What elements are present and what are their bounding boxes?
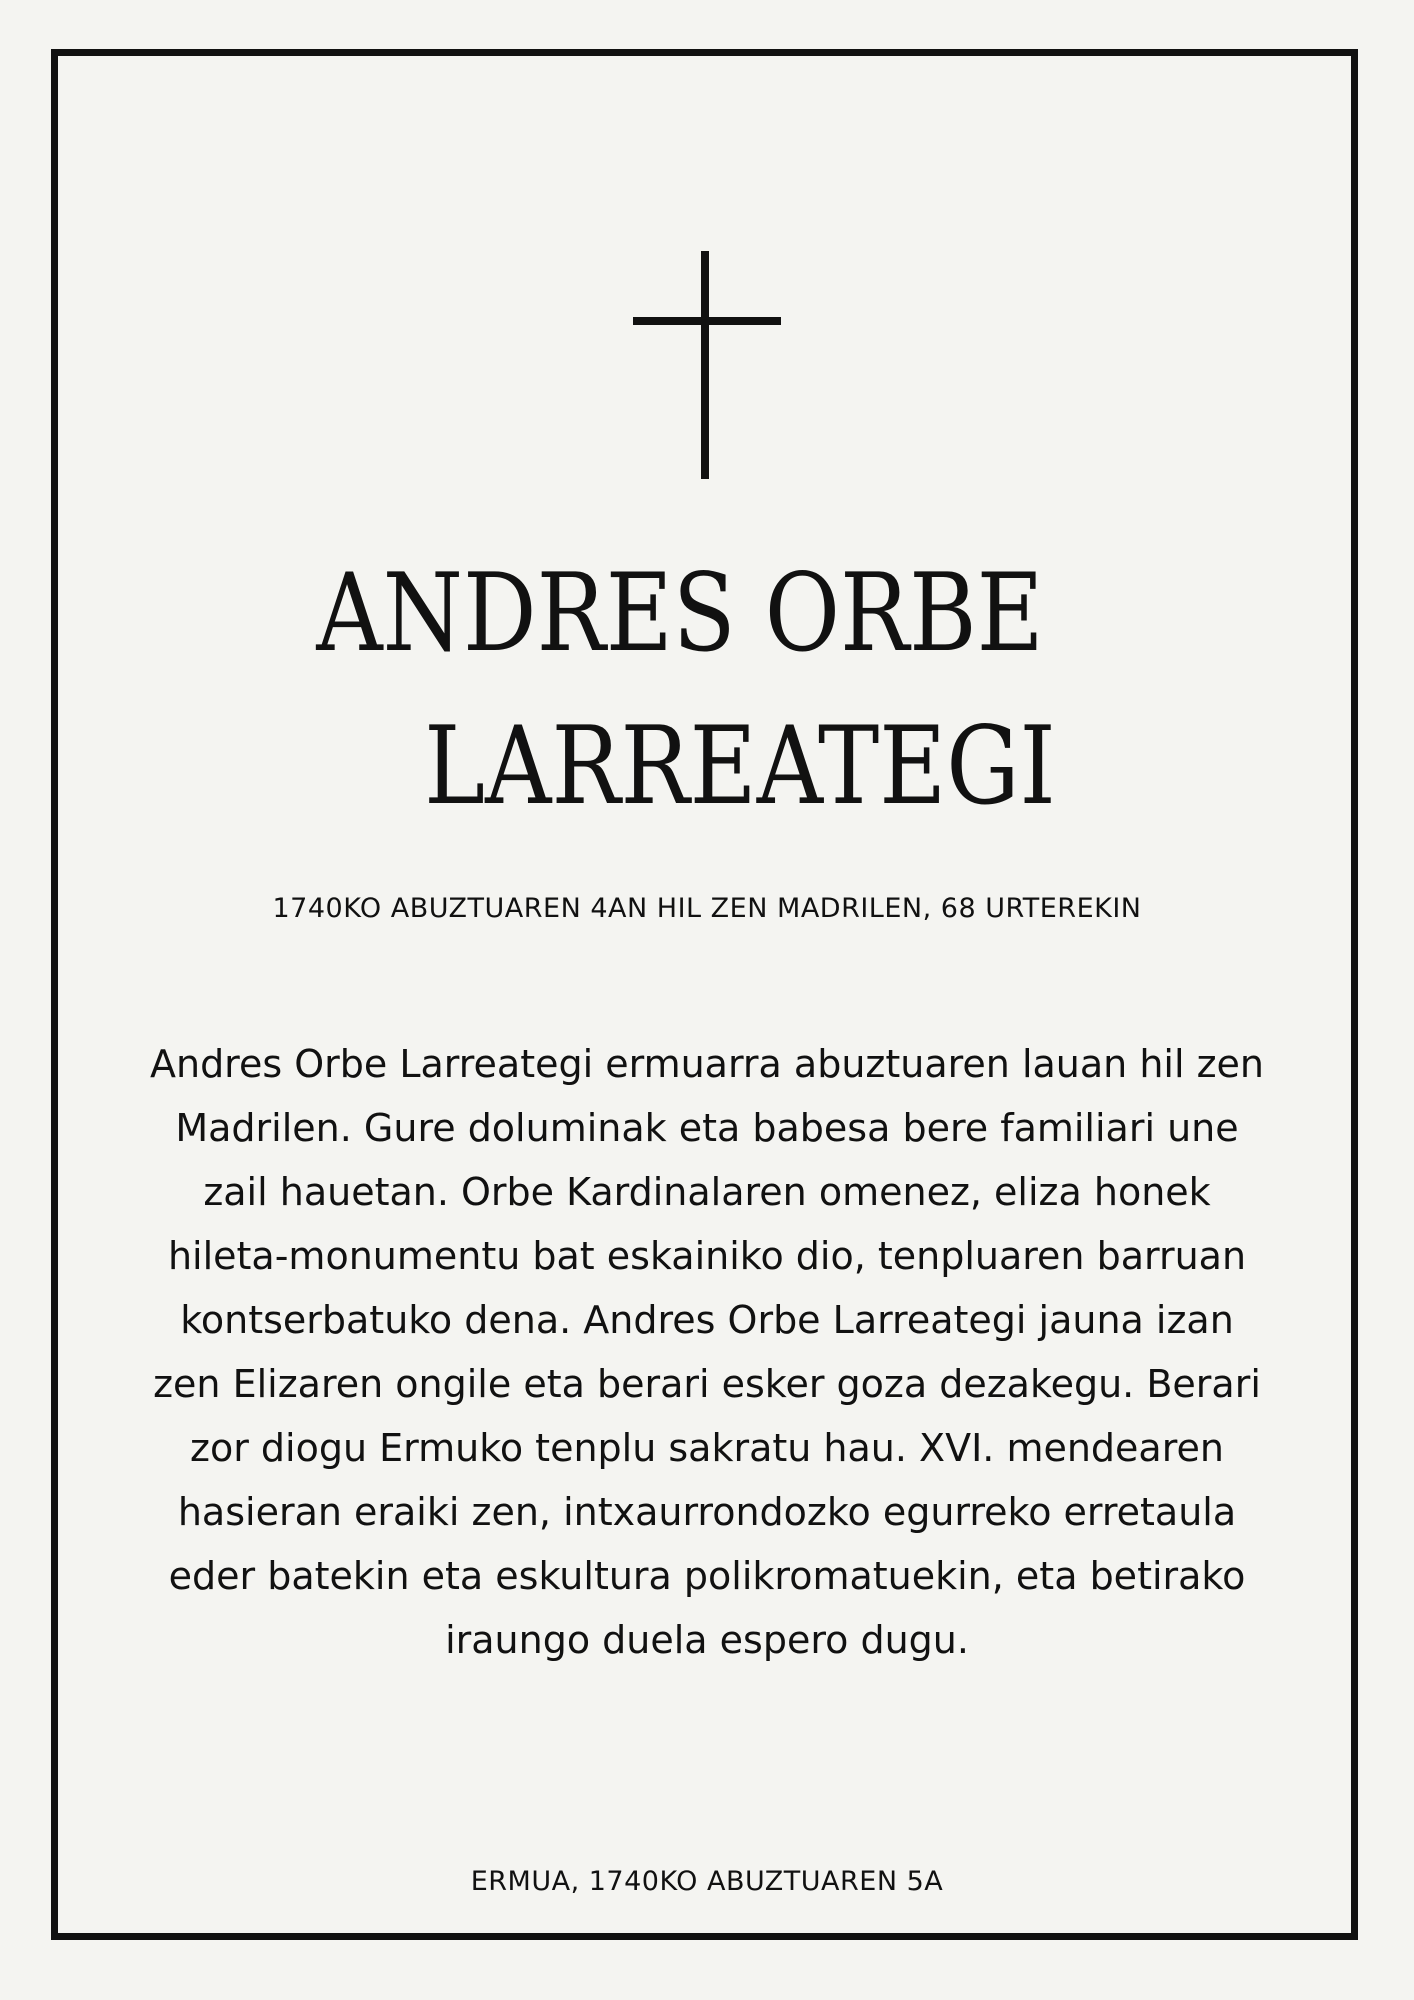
body-line: zail hauetan. Orbe Kardinalaren omenez, eliza honek <box>203 1170 1211 1214</box>
body-line: hileta-monumentu bat eskainiko dio, tenpluaren barruan <box>167 1234 1247 1278</box>
cross-vertical-bar <box>701 251 709 479</box>
body-line: Madrilen. Gure doluminak eta babesa bere familiari une <box>175 1106 1239 1150</box>
obituary-body-text <box>110 1032 1304 1672</box>
latin-cross-icon <box>633 251 781 479</box>
body-line: zen Elizaren ongile eta berari esker goza dezakegu. Berari <box>153 1362 1261 1406</box>
place-date-footer: ERMUA, 1740KO ABUZTUAREN 5A <box>470 1866 944 1897</box>
deceased-name-line-1: ANDRES ORBE <box>316 551 1044 676</box>
body-line: zor diogu Ermuko tenplu sakratu hau. XVI. mendearen <box>190 1426 1224 1470</box>
body-line: kontserbatuko dena. Andres Orbe Larreategi jauna izan <box>180 1298 1234 1342</box>
body-line: hasieran eraiki zen, intxaurrondozko egurreko erretaula <box>177 1490 1237 1534</box>
deceased-name-line-2: LARREATEGI <box>424 704 1056 829</box>
cross-horizontal-bar <box>633 317 781 325</box>
body-line: Andres Orbe Larreategi ermuarra abuztuaren lauan hil zen <box>149 1042 1265 1086</box>
death-date-subtitle: 1740KO ABUZTUAREN 4AN HIL ZEN MADRILEN, 68 URTEREKIN <box>272 893 1142 924</box>
body-line: iraungo duela espero dugu. <box>445 1618 969 1662</box>
body-line: eder batekin eta eskultura polikromatuekin, eta betirako <box>168 1554 1246 1598</box>
